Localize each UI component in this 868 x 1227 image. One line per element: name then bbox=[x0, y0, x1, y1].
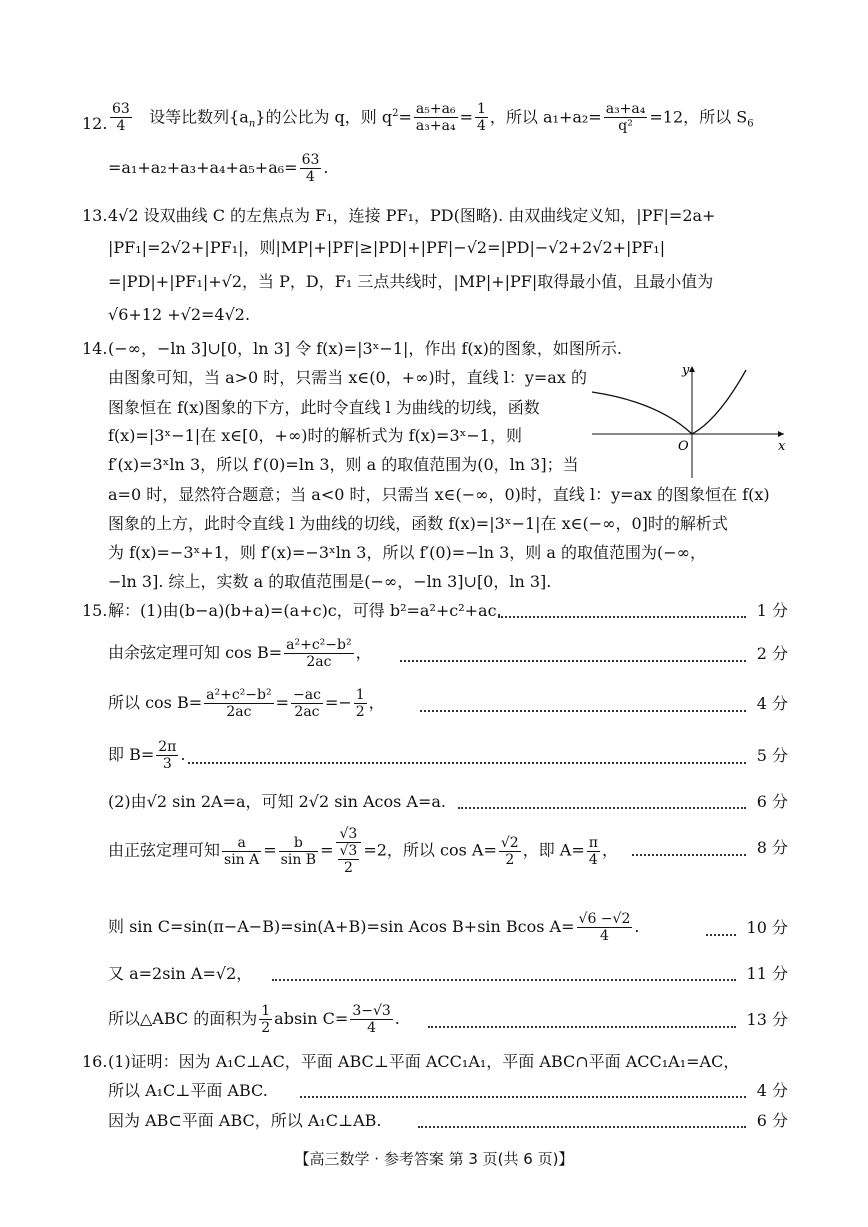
q12-answer: $\frac{63}{4}$ bbox=[112, 101, 130, 135]
q16-line-2: 所以 A₁C⊥平面 ABC. bbox=[108, 1081, 268, 1100]
q15-step-5: (2)由√2 sin 2A=a，可知 2√2 sin Acos A=a. bbox=[108, 792, 447, 811]
q15-step-8: 又 a=2sin A=√2， bbox=[108, 964, 253, 983]
q13-line-3: =|PD|+|PF₁|+√2，当 P，D，F₁ 三点共线时，|MP|+|PF|取得最小值，且最小值为 bbox=[108, 272, 714, 291]
function-graph bbox=[588, 362, 788, 482]
q16-points-2: 4 分 bbox=[756, 1081, 788, 1100]
q15-points-8: 11 分 bbox=[746, 964, 788, 983]
y-axis-label: y bbox=[682, 363, 690, 378]
q15-points-5: 6 分 bbox=[756, 792, 788, 811]
leader-dots bbox=[418, 1126, 746, 1128]
origin-label: O bbox=[678, 439, 689, 454]
leader-dots bbox=[420, 710, 746, 712]
q16-number: 16. bbox=[82, 1052, 108, 1071]
leader-dots bbox=[428, 1026, 736, 1028]
leader-dots bbox=[458, 807, 746, 809]
q15-step-9: 所以△ABC 的面积为 $\frac{1}{2}$ absin C= $\frac{3-√3}{4}$ . bbox=[108, 1003, 400, 1036]
q14-line-8: 为 f(x)=−3ˣ+1，则 f′(x)=−3ˣln 3，所以 f′(0)=−ln 3，则 a 的取值范围为(−∞， bbox=[108, 543, 706, 562]
q15-step-2: 由余弦定理可知 cos B= $\frac{\text{a²+c²−b²}}{2ac}$ ， bbox=[108, 637, 372, 670]
q15-points-6: 8 分 bbox=[756, 838, 788, 857]
leader-dots bbox=[498, 616, 746, 618]
x-axis-arrow bbox=[778, 431, 784, 437]
q14-line-2: 由图象可知，当 a>0 时，只需当 x∈(0，+∞)时，直线 l：y=ax 的 bbox=[108, 368, 587, 387]
q13-line-4: √6+12 +√2=4√2. bbox=[108, 305, 251, 324]
leader-dots bbox=[706, 934, 736, 936]
q14-line-6: a=0 时，显然符合题意；当 a<0 时，只需当 x∈(−∞，0)时，直线 l：y=ax 的图象恒在 f(x) bbox=[108, 485, 770, 504]
q15-points-2: 2 分 bbox=[756, 644, 788, 663]
y-axis-arrow bbox=[689, 366, 695, 372]
q12-number: 12. bbox=[82, 114, 108, 133]
q15-step-6: 由正弦定理可知 $\frac{a}{\text{sin A}}$ = $\frac{b}{\text{sin B}}$ = $\frac{√3}{\frac{√3}{2}}$ =2，所以 cos A= $\frac{√2}{2}$ ，即 A= $\frac{\pi}{4}$ ， bbox=[108, 826, 618, 876]
page-footer: 【高三数学 · 参考答案 第 3 页(共 6 页)】 bbox=[294, 1150, 574, 1168]
q15-points-1: 1 分 bbox=[756, 601, 788, 620]
q14-line-5: f′(x)=3ˣln 3，所以 f′(0)=ln 3，则 a 的取值范围为(0，ln 3]；当 bbox=[108, 455, 579, 474]
q15-step-4: 即 B= $\frac{2\pi}{3}$ . bbox=[108, 739, 186, 772]
q16-points-3: 6 分 bbox=[756, 1111, 788, 1130]
q14-line-7: 图象的上方，此时令直线 l 为曲线的切线，函数 f(x)=|3ˣ−1|在 x∈(−∞，0]时的解析式 bbox=[108, 514, 728, 533]
curve-left-branch bbox=[592, 392, 692, 434]
q13-line-1: 4√2 设双曲线 C 的左焦点为 F₁，连接 PF₁，PD(图略). 由双曲线定义知，|PF|=2a+ bbox=[108, 206, 716, 225]
q13-line-2: |PF₁|=2√2+|PF₁|，则|MP|+|PF|≥|PD|+|PF|−√2=|PD|−√2+2√2+|PF₁| bbox=[108, 238, 666, 257]
q14-line-3: 图象恒在 f(x)图象的下方，此时令直线 l 为曲线的切线，函数 bbox=[108, 398, 540, 417]
q12-line-2: =a₁+a₂+a₃+a₄+a₅+a₆= $\frac{63}{4}$ . bbox=[108, 152, 329, 185]
q16-line-3: 因为 AB⊂平面 ABC，所以 A₁C⊥AB. bbox=[108, 1111, 382, 1130]
q14-number: 14. bbox=[82, 339, 108, 358]
x-axis-label: x bbox=[778, 439, 786, 454]
q15-points-3: 4 分 bbox=[756, 694, 788, 713]
q14-line-1: (−∞，−ln 3]∪[0，ln 3] 令 f(x)=|3ˣ−1|，作出 f(x)的图象，如图所示. bbox=[108, 339, 623, 358]
q16-line-1: (1)证明：因为 A₁C⊥AC，平面 ABC⊥平面 ACC₁A₁，平面 ABC∩平面 ACC₁A₁=AC， bbox=[108, 1052, 740, 1071]
q15-step-1: 解：(1)由(b−a)(b+a)=(a+c)c，可得 b²=a²+c²+ac. bbox=[108, 601, 502, 620]
q15-points-4: 5 分 bbox=[756, 746, 788, 765]
curve-right-branch bbox=[692, 370, 746, 434]
q15-points-7: 10 分 bbox=[746, 918, 788, 937]
q15-step-3: 所以 cos B= $\frac{\text{a²+c²−b²}}{2ac}$ = $\frac{-ac}{2ac}$ =− $\frac{1}{2}$ ， bbox=[108, 687, 385, 720]
q15-step-7: 则 sin C=sin(π−A−B)=sin(A+B)=sin Acos B+sin Bcos A= $\frac{√6 -√2}{4}$ . bbox=[108, 911, 640, 944]
leader-dots bbox=[632, 854, 746, 856]
q12-line-1: $\frac{63}{4}$ 设等比数列$\{a_n\}$的公比为 q，则 $q^2=$ $\frac{\text{a₅+a₆}}{\text{a₃+a₄}}$ = $\frac{1}{4}$ ，所以 a₁+a₂= $\frac{\text{a₃+a₄}}{\text{q²}}$ =12，所以 $S_6$ bbox=[112, 101, 754, 135]
q14-line-9: −ln 3]. 综上，实数 a 的取值范围是(−∞，−ln 3]∪[0，ln 3]. bbox=[108, 572, 552, 591]
leader-dots bbox=[300, 1096, 746, 1098]
q15-number: 15. bbox=[82, 601, 108, 620]
leader-dots bbox=[188, 762, 746, 764]
q13-number: 13. bbox=[82, 206, 108, 225]
q14-line-4: f(x)=|3ˣ−1|在 x∈[0，+∞)时的解析式为 f(x)=3ˣ−1，则 bbox=[108, 426, 522, 445]
leader-dots bbox=[272, 979, 736, 981]
leader-dots bbox=[400, 660, 746, 662]
q15-points-9: 13 分 bbox=[746, 1010, 788, 1029]
